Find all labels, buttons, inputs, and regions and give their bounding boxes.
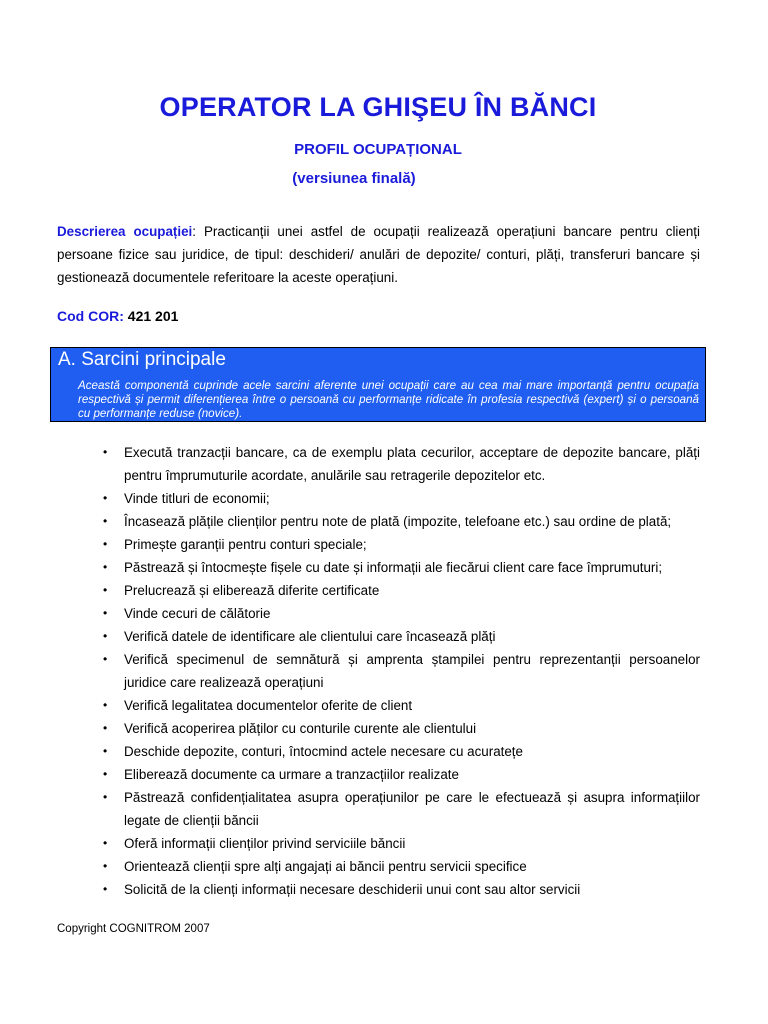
task-text: Orientează clienții spre alți angajați ai băncii pentru servicii specifice — [124, 859, 527, 874]
task-item — [103, 625, 700, 648]
copyright-footer: Copyright COGNITROM 2007 — [57, 923, 210, 935]
task-text: Păstrează confidențialitatea asupra operațiunilor pe care le efectuează și asupra informațiilor legate de clienții băncii — [124, 790, 700, 828]
task-item — [103, 579, 700, 602]
task-item — [103, 717, 700, 740]
task-text: Eliberează documente ca urmare a tranzacțiilor realizate — [124, 767, 459, 782]
bullet-icon: • — [103, 537, 108, 551]
section-a-box — [50, 347, 706, 422]
task-item — [103, 487, 700, 510]
task-text: Vinde titluri de economii; — [124, 491, 270, 506]
task-text: Încasează plățile clienților pentru note de plată (impozite, telefoane etc.) sau ordine de plată; — [124, 514, 672, 529]
description-text: : Practicanții unei astfel de ocupații realizează operațiuni bancare pentru clienți persoane fizice sau juridice, de tipul: deschideri/ anulări de depozite/ conturi, plăți, transferuri bancare și gestionează documentele referitoare la aceste operațiuni. — [57, 224, 700, 285]
bullet-icon: • — [103, 652, 108, 666]
section-a-description: Această componentă cuprinde acele sarcini aferente unei ocupații care au cea mai mare importanță pentru ocupația respectivă și permit diferențierea între o persoană cu performanțe ridicate în profesia respectivă (expert) și o persoană cu performanțe reduse (novice). — [78, 379, 699, 420]
cod-cor-label: Cod COR: — [57, 308, 124, 324]
bullet-icon: • — [103, 836, 108, 850]
task-item — [103, 740, 700, 763]
task-item — [103, 855, 700, 878]
cod-cor — [57, 308, 178, 324]
section-a-title: A. Sarcini principale — [58, 349, 226, 370]
bullet-icon: • — [103, 790, 108, 804]
task-text: Primește garanții pentru conturi speciale; — [124, 537, 367, 552]
document-version: (versiunea finală) — [292, 170, 416, 187]
task-text: Vinde cecuri de călătorie — [124, 606, 271, 621]
task-text: Păstrează și întocmește fișele cu date și informații ale fiecărui client care face împrumuturi; — [124, 560, 663, 575]
bullet-icon: • — [103, 491, 108, 505]
bullet-icon: • — [103, 583, 108, 597]
task-text: Deschide depozite, conturi, întocmind actele necesare cu acuratețe — [124, 744, 523, 759]
task-item — [103, 533, 700, 556]
task-item — [103, 694, 700, 717]
bullet-icon: • — [103, 514, 108, 528]
bullet-icon: • — [103, 629, 108, 643]
bullet-icon: • — [103, 606, 108, 620]
task-item — [103, 832, 700, 855]
document-subtitle: PROFIL OCUPAȚIONAL — [294, 141, 462, 158]
task-item — [103, 648, 700, 694]
description-label: Descrierea ocupației — [57, 224, 193, 239]
task-text: Verifică specimenul de semnătură și amprenta ștampilei pentru reprezentanții persoanelor juridice care realizează operațiuni — [124, 652, 700, 690]
task-text: Verifică legalitatea documentelor oferite de client — [124, 698, 413, 713]
task-item — [103, 878, 700, 901]
occupation-description — [57, 220, 700, 289]
task-item — [103, 602, 700, 625]
bullet-icon: • — [103, 767, 108, 781]
task-item — [103, 441, 700, 487]
task-text: Oferă informații clienților privind serviciile băncii — [124, 836, 406, 851]
task-item — [103, 510, 700, 533]
task-text: Verifică datele de identificare ale clientului care încasează plăți — [124, 629, 496, 644]
task-list — [103, 441, 700, 901]
task-item — [103, 763, 700, 786]
task-text: Solicită de la clienți informații necesare deschiderii unui cont sau altor servicii — [124, 882, 581, 897]
task-text: Verifică acoperirea plăților cu conturile curente ale clientului — [124, 721, 477, 736]
bullet-icon: • — [103, 744, 108, 758]
task-item — [103, 556, 700, 579]
bullet-icon: • — [103, 859, 108, 873]
task-text: Execută tranzacții bancare, ca de exemplu plata cecurilor, acceptare de depozite bancare, plăți pentru împrumuturile acordate, anulările sau retragerile depozitelor etc. — [124, 445, 700, 483]
bullet-icon: • — [103, 445, 108, 459]
task-item — [103, 786, 700, 832]
cod-cor-value: 421 201 — [127, 308, 179, 324]
bullet-icon: • — [103, 698, 108, 712]
task-text: Prelucrează și eliberează diferite certificate — [124, 583, 380, 598]
bullet-icon: • — [103, 721, 108, 735]
bullet-icon: • — [103, 560, 108, 574]
document-title: OPERATOR LA GHIŞEU ÎN BĂNCI — [159, 92, 597, 122]
bullet-icon: • — [103, 882, 108, 896]
